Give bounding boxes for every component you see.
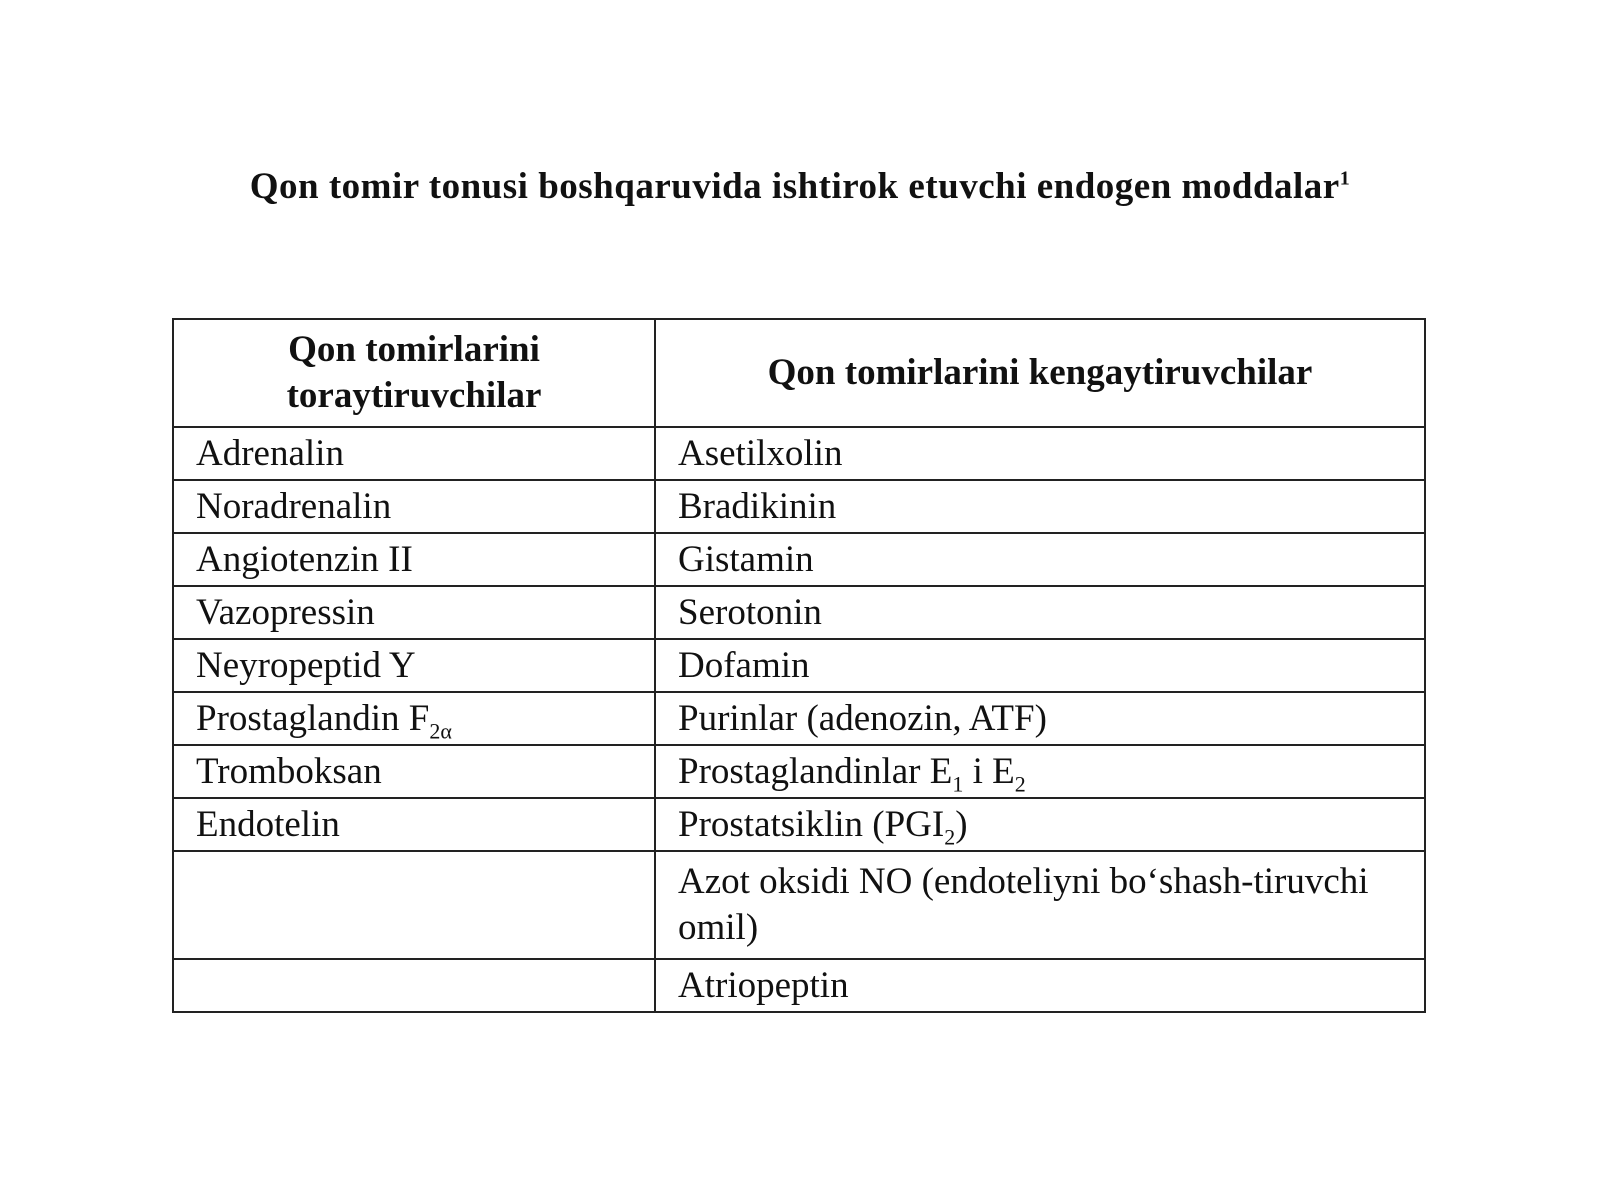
constrictor-cell: Neyropeptid Y	[173, 639, 655, 692]
header-constrictors: Qon tomirlarini toraytiruvchilar	[173, 319, 655, 427]
table-row	[173, 692, 1425, 745]
table-row	[173, 798, 1425, 851]
table-header-row	[173, 319, 1425, 427]
constrictor-cell: Tromboksan	[173, 745, 655, 798]
title-text: Qon tomir tonusi boshqaruvida ishtirok etuvchi endogen moddalar	[249, 166, 1340, 207]
dilator-cell: Dofamin	[655, 639, 1425, 692]
e-join-text: i E	[963, 750, 1015, 792]
pgi2-subscript: 2	[944, 823, 956, 849]
constrictor-cell: Vazopressin	[173, 586, 655, 639]
prostacyclin-label: Prostatsiklin (PGI	[678, 803, 945, 845]
dilator-cell: Serotonin	[655, 586, 1425, 639]
dilator-cell: Bradikinin	[655, 480, 1425, 533]
prostaglandins-e-label: Prostaglandinlar E	[678, 750, 953, 792]
dilator-cell: Purinlar (adenozin, ATF)	[655, 692, 1425, 745]
table-row	[173, 959, 1425, 1012]
constrictor-cell: Adrenalin	[173, 427, 655, 480]
e1-subscript: 1	[952, 770, 964, 796]
constrictor-cell: Noradrenalin	[173, 480, 655, 533]
dilator-cell: Azot oksidi NO (endoteliyni bo‘shash-tiruvchi omil)	[655, 851, 1425, 959]
header-dilators: Qon tomirlarini kengaytiruvchilar	[655, 319, 1425, 427]
dilator-cell	[655, 798, 1425, 851]
table-row	[173, 427, 1425, 480]
prostaglandin-f-label: Prostaglandin F	[196, 697, 430, 739]
substances-table	[172, 318, 1426, 1013]
table-row	[173, 586, 1425, 639]
e2-subscript: 2	[1014, 770, 1026, 796]
constrictor-cell: Endotelin	[173, 798, 655, 851]
dilator-cell: Asetilxolin	[655, 427, 1425, 480]
table-row	[173, 480, 1425, 533]
dilator-cell: Gistamin	[655, 533, 1425, 586]
constrictor-cell: Angiotenzin II	[173, 533, 655, 586]
document-title	[0, 160, 1600, 214]
table-row	[173, 533, 1425, 586]
title-footnote-marker: 1	[1339, 167, 1351, 190]
f2a-subscript: 2α	[429, 717, 452, 743]
dilator-cell	[655, 745, 1425, 798]
dilator-cell: Atriopeptin	[655, 959, 1425, 1012]
table-row	[173, 639, 1425, 692]
table-row	[173, 745, 1425, 798]
table-row	[173, 851, 1425, 959]
constrictor-cell	[173, 959, 655, 1012]
pgi-close-paren: )	[955, 803, 968, 845]
constrictor-cell	[173, 851, 655, 959]
constrictor-cell	[173, 692, 655, 745]
